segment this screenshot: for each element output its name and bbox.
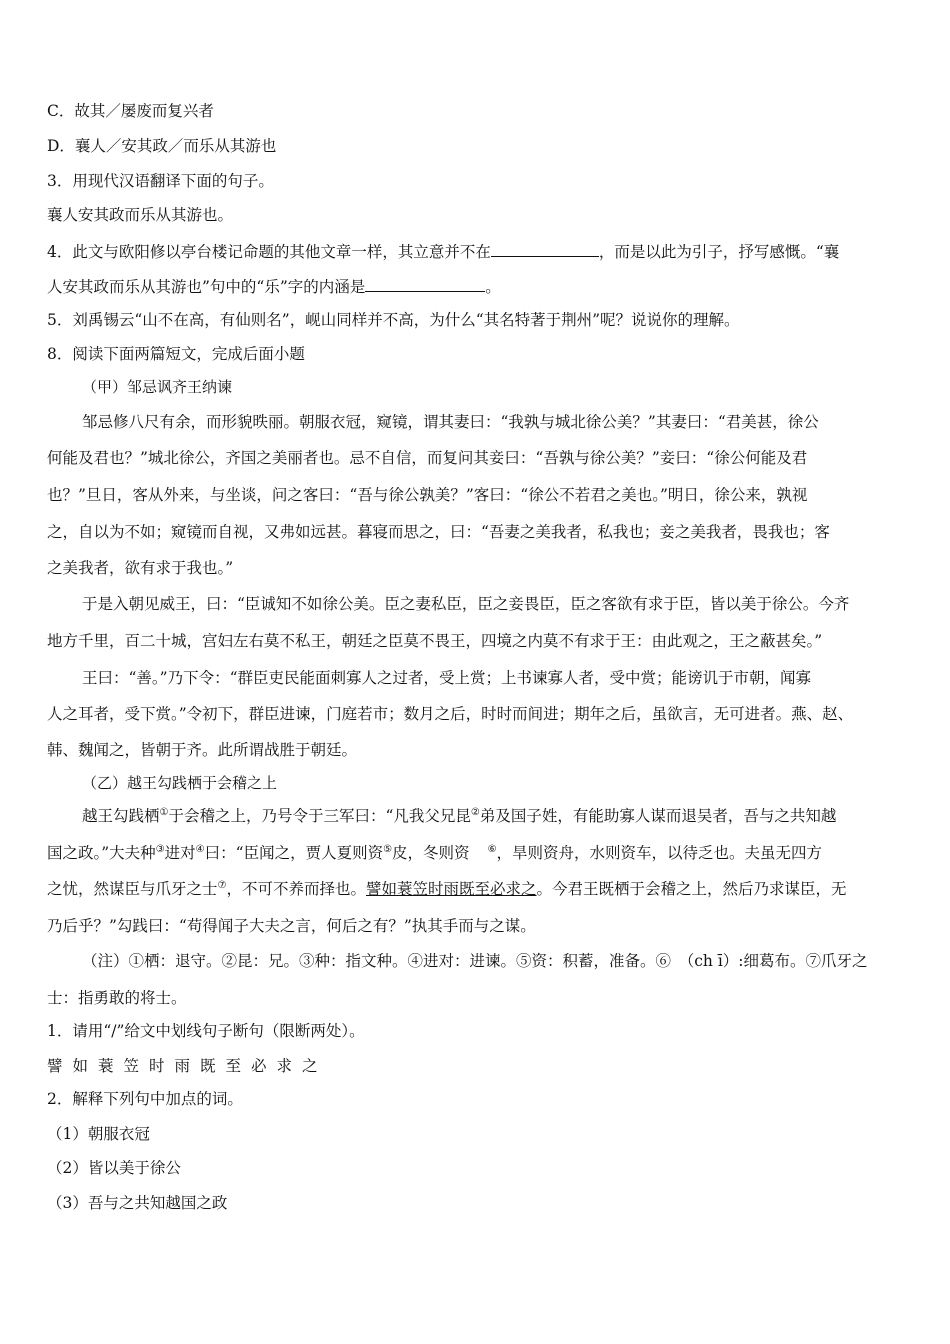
jia-p1-line-4: 之，自以为不如；窥镜而自视，又弗如远甚。暮寝而思之，曰：“吾妻之美我者，私我也；妾之美我者，畏我也；客 <box>47 523 830 541</box>
yi-text: 进对 <box>164 844 196 862</box>
sub-question-1: 1．请用“/”给文中划线句子断句（限断两处）。 <box>47 1022 365 1040</box>
footnote-marker: ③ <box>155 843 165 855</box>
yi-text: 。今君王既栖于会稽之上，然后乃求谋臣，无 <box>536 880 847 898</box>
yi-line-1 <box>82 806 836 826</box>
question-8-heading: 8．阅读下面两篇短文，完成后面小题 <box>47 345 305 363</box>
jia-p2-line-2: 地方千里，百二十城，宫妇左右莫不私王，朝廷之臣莫不畏王，四境之内莫不有求于王：由此观之，王之蔽甚矣。” <box>47 632 823 650</box>
jia-p3-line-1: 王曰：“善。”乃下令：“群臣吏民能面刺寡人之过者，受上赏；上书谏寡人者，受中赏；能谤讥于市朝，闻寡 <box>82 669 812 687</box>
q4-text-b: ，而是以此为引子，抒写感慨。“襄 <box>598 243 840 261</box>
notes-line-2: 士：指勇敢的将士。 <box>47 989 187 1007</box>
question-5: 5．刘禹锡云“山不在高，有仙则名”，岘山同样并不高，为什么“其名特著于荆州”呢？说说你的理解。 <box>47 311 740 329</box>
question-3: 3．用现代汉语翻译下面的句子。 <box>47 172 274 190</box>
jia-p2-line-1: 于是入朝见威王，曰：“臣诚知不如徐公美。臣之妻私臣，臣之妾畏臣，臣之客欲有求于臣，皆以美于徐公。今齐 <box>82 595 850 613</box>
jia-p1-line-3: 也？”旦日，客从外来，与坐谈，问之客曰：“吾与徐公孰美？”客曰：“徐公不若君之美也。”明日，徐公来，孰视 <box>47 486 808 504</box>
yi-line-4: 乃后乎？”勾践曰：“苟得闻子大夫之言，何后之有？”执其手而与之谋。 <box>47 917 536 935</box>
footnote-marker: ② <box>470 806 480 818</box>
jia-p1-line-1: 邹忌修八尺有余，而形貌昳丽。朝服衣冠，窥镜，谓其妻曰：“我孰与城北徐公美？”其妻曰：“君美甚，徐公 <box>82 413 819 431</box>
yi-line-2 <box>47 843 822 863</box>
answer-blank-1[interactable] <box>491 240 599 257</box>
yi-text: ，旱则资舟，水则资车，以待乏也。夫虽无四方 <box>496 844 823 862</box>
sub-question-1-sentence: 譬如蓑笠时雨既至必求之 <box>47 1057 328 1075</box>
yi-line-3 <box>47 879 847 899</box>
yi-text: ，不可不养而择也。 <box>226 880 366 898</box>
footnote-marker: ⑥ <box>487 843 497 855</box>
yi-text: 国之政。”大夫种 <box>47 844 156 862</box>
yi-text: 曰：“臣闻之，贾人夏则资 <box>204 844 384 862</box>
q4-text-a: 4．此文与欧阳修以亭台楼记命题的其他文章一样，其立意并不在 <box>47 243 491 261</box>
question-4-line-1 <box>47 240 839 262</box>
sub-question-2: 2．解释下列句中加点的词。 <box>47 1090 243 1108</box>
notes-line-1: （注）①栖：退守。②昆：兄。③种：指文种。④进对：进谏。⑤资：积蓄，准备。⑥ （ch ī）:细葛布。⑦爪牙之 <box>82 952 868 970</box>
passage-yi-title: （乙）越王勾践栖于会稽之上 <box>82 774 278 792</box>
question-3-sentence: 襄人安其政而乐从其游也。 <box>47 206 234 224</box>
jia-p3-line-2: 人之耳者，受下赏。”令初下，群臣进谏，门庭若市；数月之后，时时而间进；期年之后，虽欲言，无可进者。燕、赵、 <box>47 705 854 723</box>
footnote-marker: ⑤ <box>383 843 393 855</box>
q4-text-c: 人安其政而乐从其游也”句中的“乐”字的内涵是 <box>47 278 366 296</box>
sub-question-2-item-1: （1）朝服衣冠 <box>47 1125 150 1143</box>
q4-text-d: 。 <box>485 278 501 296</box>
sub-question-2-item-3: （3）吾与之共知越国之政 <box>47 1194 228 1212</box>
passage-jia-title: （甲）邹忌讽齐王纳谏 <box>82 378 233 396</box>
sub-question-2-item-2: （2）皆以美于徐公 <box>47 1159 181 1177</box>
yi-text: 皮，冬则资 <box>392 844 470 862</box>
yi-text: 弟及国子姓，有能助寡人谋而退吴者，吾与之共知越 <box>479 807 837 825</box>
yi-text: 越王勾践栖 <box>82 807 160 825</box>
yi-text: 于会稽之上，乃号令于三军曰：“凡我父兄昆 <box>168 807 471 825</box>
underlined-sentence: 譬如蓑笠时雨既至必求之 <box>366 880 537 898</box>
jia-p1-line-5: 之美我者，欲有求于我也。” <box>47 559 234 577</box>
answer-blank-2[interactable] <box>365 275 485 292</box>
jia-p1-line-2: 何能及君也？”城北徐公，齐国之美丽者也。忌不自信，而复问其妾曰：“吾孰与徐公美？”妾曰：“徐公何能及君 <box>47 449 808 467</box>
footnote-marker: ④ <box>195 843 205 855</box>
jia-p3-line-3: 韩、魏闻之，皆朝于齐。此所谓战胜于朝廷。 <box>47 741 358 759</box>
question-4-line-2 <box>47 275 501 297</box>
yi-text: 之忧，然谋臣与爪牙之士 <box>47 880 218 898</box>
footnote-marker: ① <box>159 806 169 818</box>
footnote-marker: ⑦ <box>217 879 227 891</box>
option-d: D．襄人／安其政／而乐从其游也 <box>47 137 277 155</box>
option-c: C．故其／屡废而复兴者 <box>47 102 214 120</box>
